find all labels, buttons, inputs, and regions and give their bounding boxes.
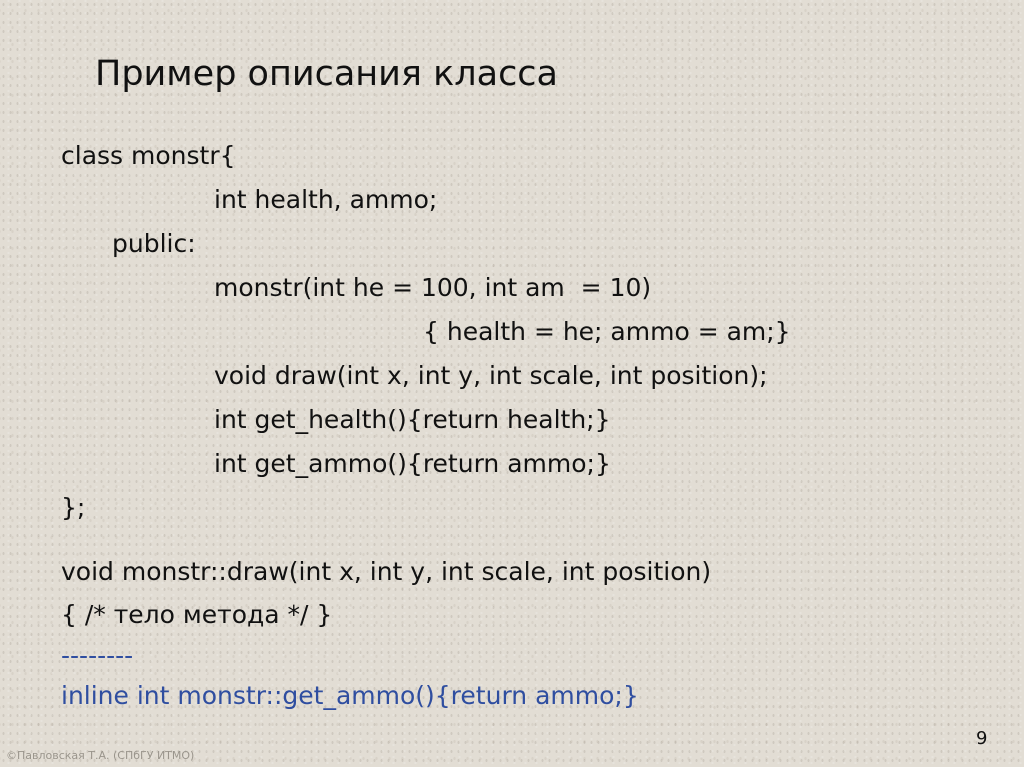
footer-copyright: ©Павловская Т.А. (СПбГУ ИТМО) — [6, 749, 195, 762]
code-line-draw-definition: void monstr::draw(int x, int y, int scale, int position) — [61, 557, 712, 586]
code-line-inline-get-ammo: inline int monstr::get_ammo(){return ammo;} — [61, 681, 639, 710]
slide-title: Пример описания класса — [95, 54, 558, 94]
code-line-separator: -------- — [61, 641, 134, 670]
code-line-class-end: }; — [61, 493, 86, 522]
code-line-public: public: — [112, 229, 196, 258]
code-line-draw-declaration: void draw(int x, int y, int scale, int position); — [214, 361, 768, 390]
code-line-constructor-body: { health = he; ammo = am;} — [423, 317, 791, 346]
code-line-class-declaration: class monstr{ — [61, 141, 236, 170]
code-line-constructor: monstr(int he = 100, int am = 10) — [214, 273, 652, 302]
code-line-get-health: int get_health(){return health;} — [214, 405, 611, 434]
code-line-fields: int health, ammo; — [214, 185, 438, 214]
code-line-get-ammo: int get_ammo(){return ammo;} — [214, 449, 611, 478]
page-number: 9 — [976, 728, 988, 749]
code-line-method-body: { /* тело метода */ } — [61, 600, 333, 629]
